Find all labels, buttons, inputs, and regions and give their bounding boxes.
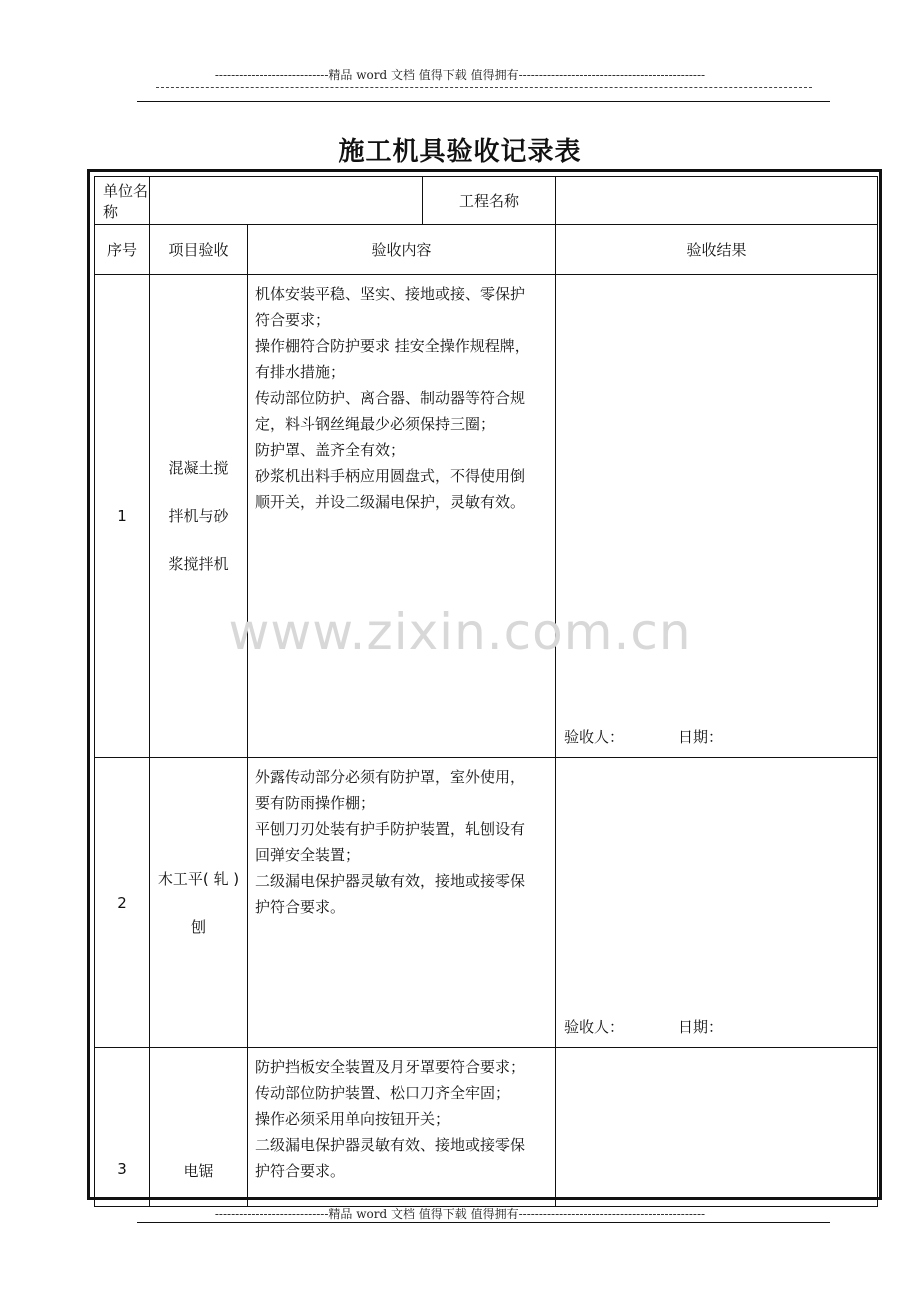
content-line: 二级漏电保护器灵敏有效、接地或接零保 (255, 1136, 526, 1154)
inspector-label: 验收人： (564, 1018, 625, 1036)
inspection-content (248, 1048, 556, 1207)
col-header-item: 项目验收 (150, 225, 248, 275)
date-label: 日期： (678, 728, 724, 746)
header-banner-top: ----------------------------精品 word 文档 值得下载 值得拥有---------------------------------------------- (214, 68, 706, 82)
item-name (150, 1048, 248, 1207)
inspector-label: 验收人： (564, 728, 625, 746)
page-title: 施工机具验收记录表 (338, 137, 582, 167)
content-line: 外露传动部分必须有防护罩，室外使用， (255, 768, 526, 786)
item-name-line: 木工平( 轧 ) (157, 869, 240, 888)
item-name-line: 浆搅拌机 (168, 555, 229, 573)
row-number: 2 (95, 758, 150, 1048)
content-line: 传动部位防护装置、松口刀齐全牢固； (255, 1084, 511, 1102)
footer-rule (137, 1222, 830, 1223)
header-dashed-line (156, 87, 812, 88)
item-name-line: 拌机与砂 (168, 507, 229, 525)
inspection-content (248, 758, 556, 1048)
inspection-result[interactable] (556, 1048, 878, 1207)
info-row (95, 177, 878, 225)
content-line: 机体安装平稳、坚实、接地或接、零保护 (255, 285, 526, 303)
watermark: www.zixin.com.cn (228, 603, 692, 661)
item-name (150, 275, 248, 758)
content-line: 要有防雨操作棚； (255, 794, 376, 812)
record-form-frame (87, 169, 882, 1200)
content-line: 防护挡板安全装置及月牙罩要符合要求； (255, 1058, 526, 1076)
date-label: 日期： (678, 1018, 724, 1036)
inspection-content (248, 275, 556, 758)
content-line: 护符合要求。 (255, 1162, 346, 1180)
inspection-result[interactable] (556, 758, 878, 1048)
table-row (95, 1048, 878, 1207)
item-name-line: 刨 (190, 917, 206, 936)
content-line: 操作必须采用单向按钮开关； (255, 1110, 451, 1128)
header-rule (137, 101, 830, 102)
content-line: 符合要求； (255, 311, 331, 329)
record-table (94, 176, 878, 1207)
column-header-row (95, 225, 878, 275)
item-name-line: 混凝土搅 (168, 459, 229, 477)
project-name-label: 工程名称 (423, 177, 556, 225)
item-name-line: 电锯 (183, 1162, 214, 1180)
content-line: 平刨刀刃处装有护手防护装置，轧刨设有 (255, 820, 526, 838)
row-number: 1 (95, 275, 150, 758)
content-line: 二级漏电保护器灵敏有效，接地或接零保 (255, 872, 526, 890)
col-header-content: 验收内容 (248, 225, 556, 275)
footer-banner: ----------------------------精品 word 文档 值得下载 值得拥有---------------------------------------------- (214, 1207, 706, 1221)
unit-name-label: 单位名称 (95, 177, 150, 225)
inspection-result[interactable] (556, 275, 878, 758)
table-row (95, 275, 878, 758)
content-line: 砂浆机出料手柄应用圆盘式，不得使用倒 (255, 467, 526, 485)
project-name-value[interactable] (556, 177, 878, 225)
content-line: 操作棚符合防护要求 挂安全操作规程牌， (255, 337, 530, 355)
row-number: 3 (95, 1048, 150, 1207)
content-line: 护符合要求。 (255, 898, 346, 916)
content-line: 定，料斗钢丝绳最少必须保持三圈； (255, 415, 496, 433)
unit-name-value[interactable] (150, 177, 423, 225)
content-line: 顺开关，并设二级漏电保护，灵敏有效。 (255, 493, 526, 511)
content-line: 传动部位防护、离合器、制动器等符合规 (255, 389, 526, 407)
table-row (95, 758, 878, 1048)
item-name (150, 758, 248, 1048)
col-header-no: 序号 (95, 225, 150, 275)
content-line: 防护罩、盖齐全有效； (255, 441, 406, 459)
content-line: 有排水措施； (255, 363, 346, 381)
col-header-result: 验收结果 (556, 225, 878, 275)
content-line: 回弹安全装置； (255, 846, 361, 864)
